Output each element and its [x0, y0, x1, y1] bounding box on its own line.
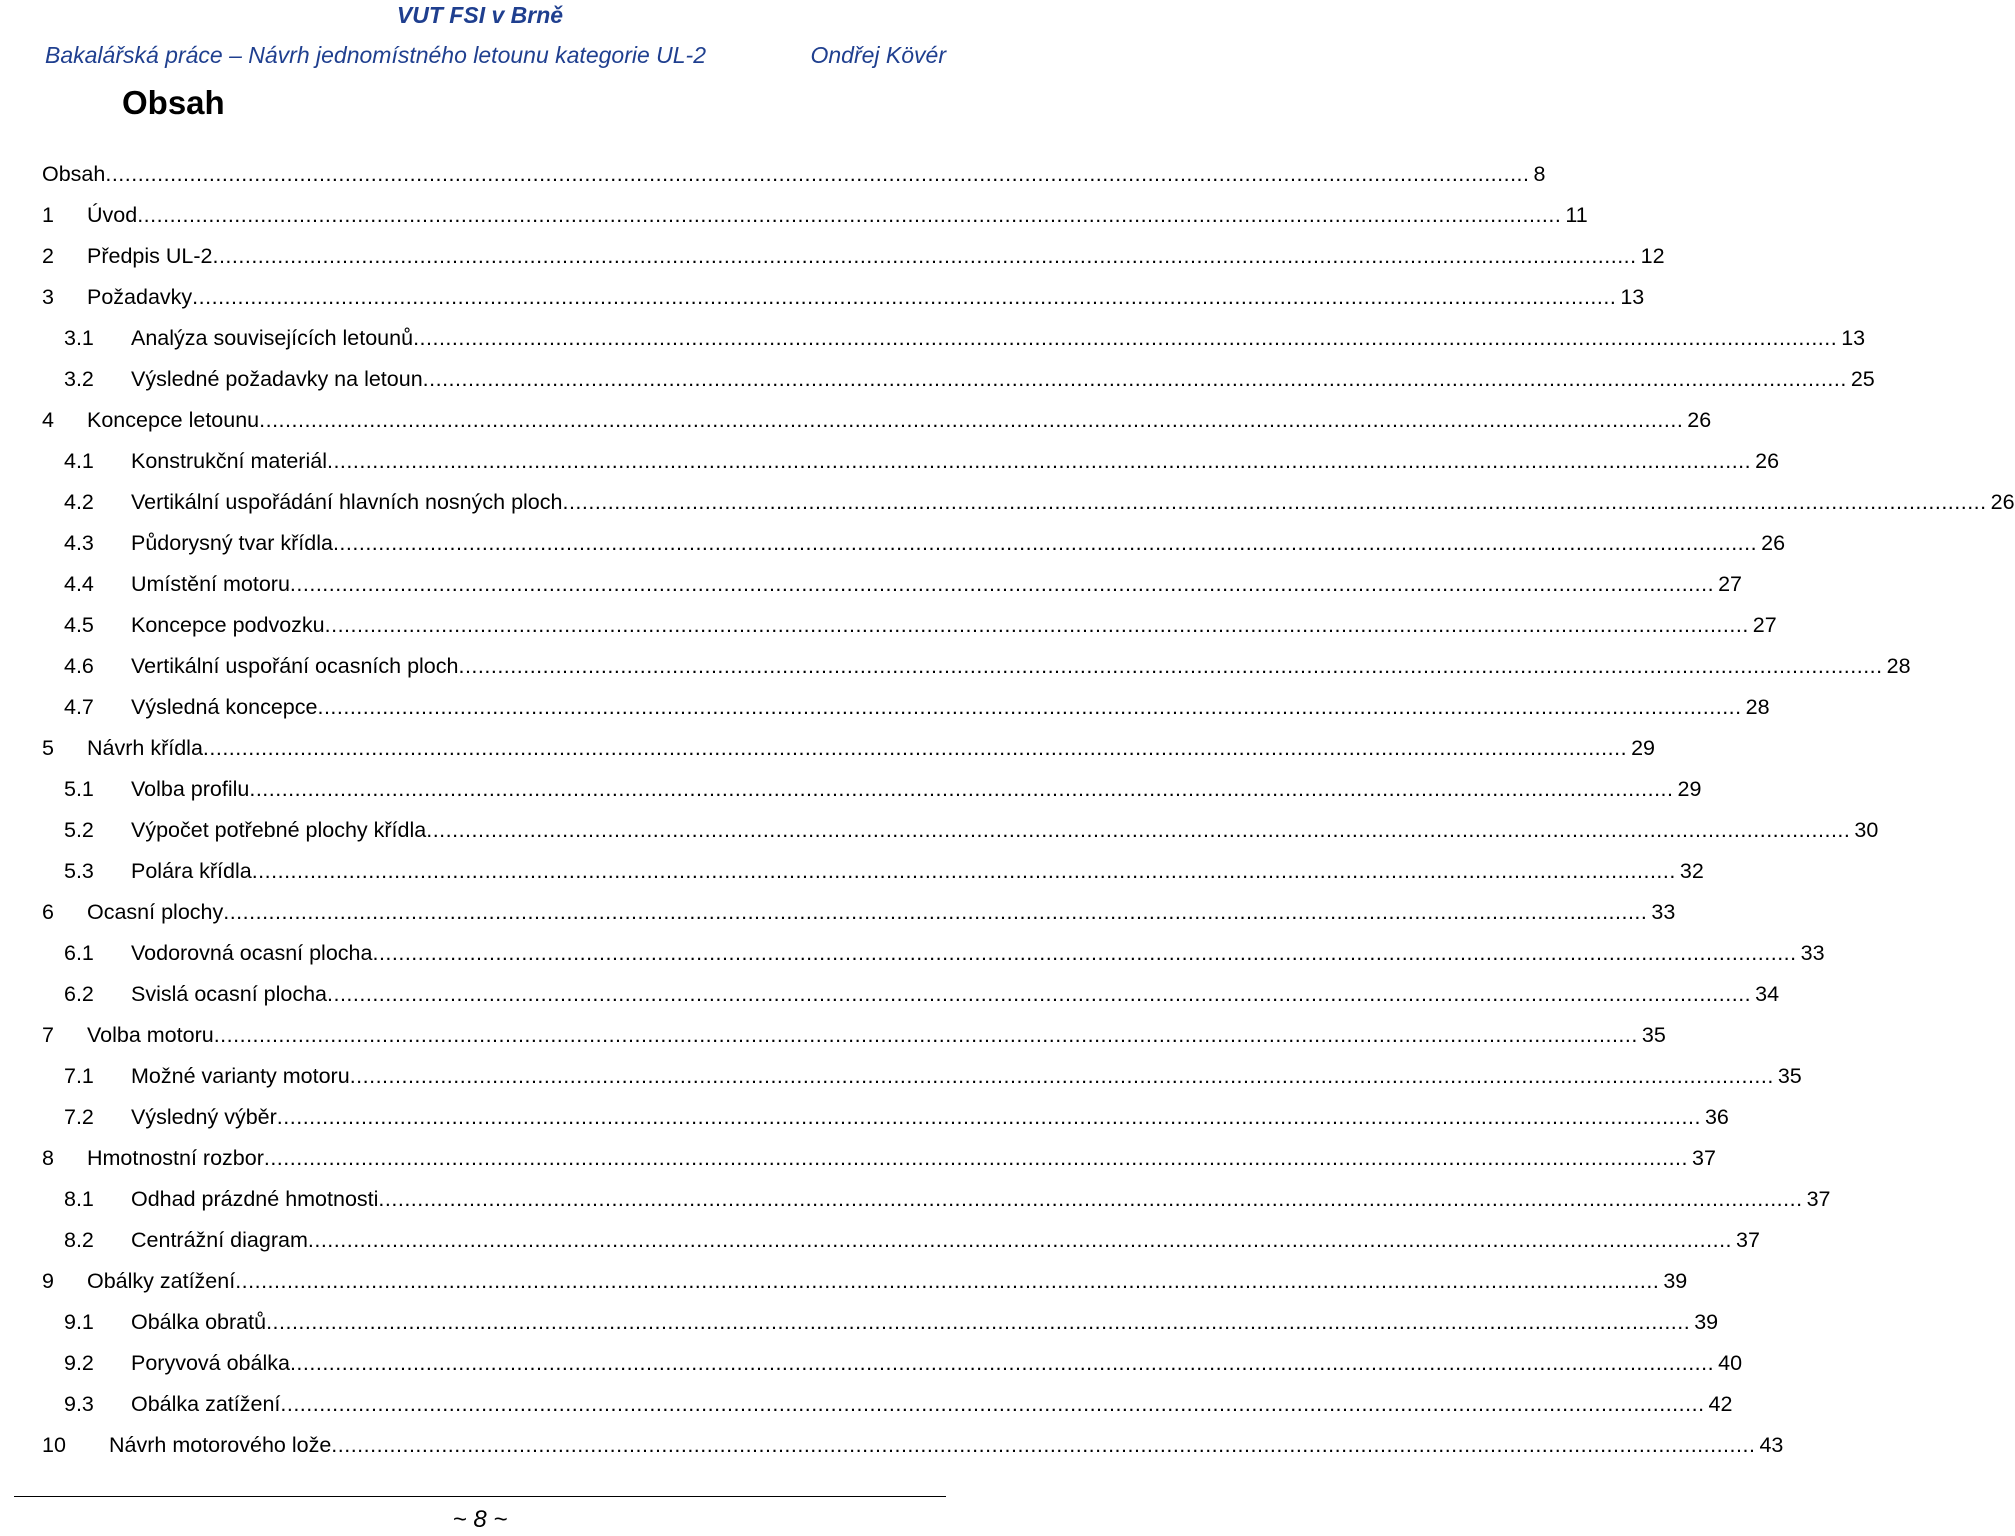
- toc-entry[interactable]: [0, 195, 1588, 236]
- toc-entry[interactable]: [0, 1138, 1716, 1179]
- toc-dot-leader: ............................................................................................................................................................................................................................: [251, 859, 1676, 883]
- toc-entry-page: 39: [1659, 1261, 1687, 1302]
- toc-entry-page: 32: [1676, 851, 1704, 892]
- toc-entry[interactable]: [0, 1015, 1666, 1056]
- toc-entry-number: 9: [42, 1269, 54, 1293]
- toc-entry-page: 29: [1627, 728, 1655, 769]
- toc-entry[interactable]: [0, 482, 2015, 523]
- toc-entry-title: Návrh křídla: [87, 728, 203, 769]
- toc-entry-page: 42: [1705, 1384, 1733, 1425]
- toc-dot-leader: ............................................................................................................................................................................................................................: [259, 408, 1684, 432]
- toc-dot-leader: ............................................................................................................................................................................................................................: [327, 982, 1752, 1006]
- toc-entry-number: 10: [42, 1433, 66, 1457]
- toc-entry-title: Obálka obratů: [131, 1302, 266, 1343]
- toc-dot-leader: ............................................................................................................................................................................................................................: [307, 1228, 1733, 1252]
- toc-dot-leader: ............................................................................................................................................................................................................................: [235, 1269, 1660, 1293]
- toc-entry[interactable]: [0, 646, 1911, 687]
- toc-entry-number: 3.2: [64, 367, 94, 391]
- toc-entry[interactable]: [0, 851, 1704, 892]
- toc-dot-leader: ............................................................................................................................................................................................................................: [458, 654, 1883, 678]
- toc-entry-title: Obálky zatížení: [87, 1261, 235, 1302]
- footer-page-number: ~ 8 ~: [452, 1506, 508, 1533]
- toc-entry-page: 26: [1683, 400, 1711, 441]
- toc-entry-page: 11: [1561, 195, 1587, 236]
- toc-dot-leader: ............................................................................................................................................................................................................................: [105, 162, 1530, 186]
- header-author: Ondřej Kövér: [810, 42, 946, 68]
- toc-entry-page: 12: [1637, 236, 1665, 277]
- toc-entry-title: Půdorysný tvar křídla: [131, 523, 333, 564]
- toc-dot-leader: ............................................................................................................................................................................................................................: [289, 1351, 1715, 1375]
- toc-entry-page: 33: [1647, 892, 1675, 933]
- toc-dot-leader: ............................................................................................................................................................................................................................: [280, 1392, 1705, 1416]
- toc-entry-page: 26: [1987, 482, 2015, 523]
- toc-entry-title: Výpočet potřebné plochy křídla: [131, 810, 426, 851]
- toc-entry-number: 6.1: [64, 941, 94, 965]
- toc-entry-number: 4.6: [64, 654, 94, 678]
- toc-entry-page: 29: [1674, 769, 1702, 810]
- toc-entry-number: 4: [42, 408, 54, 432]
- toc-entry[interactable]: [0, 154, 1546, 195]
- toc-entry-page: 28: [1883, 646, 1911, 687]
- toc-entry-number: 4.7: [64, 695, 94, 719]
- footer-divider: [14, 1496, 946, 1497]
- toc-entry[interactable]: [0, 933, 1825, 974]
- toc-entry-title: Obsah: [42, 154, 105, 195]
- toc-entry-number: 3: [42, 285, 54, 309]
- toc-dot-leader: ............................................................................................................................................................................................................................: [331, 1433, 1756, 1457]
- toc-dot-leader: ............................................................................................................................................................................................................................: [326, 449, 1752, 473]
- toc-entry-number: 9.3: [64, 1392, 94, 1416]
- toc-entry-number: 5.3: [64, 859, 94, 883]
- toc-entry-page: 35: [1774, 1056, 1802, 1097]
- toc-entry-number: 3.1: [64, 326, 94, 350]
- toc-dot-leader: ............................................................................................................................................................................................................................: [562, 490, 1987, 514]
- toc-entry-page: 35: [1638, 1015, 1666, 1056]
- toc-entry-number: 9.1: [64, 1310, 94, 1334]
- toc-entry-title: Umístění motoru: [131, 564, 290, 605]
- toc-entry-title: Poryvová obálka: [131, 1343, 290, 1384]
- toc-entry-title: Centrážní diagram: [131, 1220, 308, 1261]
- toc-entry[interactable]: [0, 1343, 1743, 1384]
- toc-entry-number: 7.2: [64, 1105, 94, 1129]
- toc-dot-leader: ............................................................................................................................................................................................................................: [212, 244, 1637, 268]
- toc-entry-page: 39: [1690, 1302, 1718, 1343]
- toc-dot-leader: ............................................................................................................................................................................................................................: [213, 1023, 1638, 1047]
- toc-entry-title: Předpis UL-2: [87, 236, 212, 277]
- toc-entry[interactable]: [0, 523, 1786, 564]
- toc-entry[interactable]: [0, 1384, 1733, 1425]
- toc-entry[interactable]: [0, 974, 1780, 1015]
- toc-entry[interactable]: [0, 1056, 1802, 1097]
- toc-entry-number: 8: [42, 1146, 54, 1170]
- toc-entry-page: 25: [1847, 359, 1875, 400]
- toc-entry-number: 7.1: [64, 1064, 94, 1088]
- toc-entry-title: Obálka zatížení: [131, 1384, 280, 1425]
- toc-dot-leader: ............................................................................................................................................................................................................................: [249, 777, 1674, 801]
- header-line: [45, 42, 946, 72]
- toc-entry-number: 6.2: [64, 982, 94, 1006]
- toc-entry-page: 28: [1742, 687, 1770, 728]
- toc-dot-leader: ............................................................................................................................................................................................................................: [276, 1105, 1701, 1129]
- toc-entry-number: 2: [42, 244, 54, 268]
- page-title: Obsah: [122, 84, 225, 121]
- toc-dot-leader: ............................................................................................................................................................................................................................: [324, 613, 1749, 637]
- toc-dot-leader: ............................................................................................................................................................................................................................: [413, 326, 1838, 350]
- toc-entry-number: 4.4: [64, 572, 94, 596]
- header-school: VUT FSI v Brně: [396, 2, 564, 28]
- toc-entry-title: Odhad prázdné hmotnosti: [131, 1179, 378, 1220]
- toc-dot-leader: ............................................................................................................................................................................................................................: [266, 1310, 1691, 1334]
- toc-entry-number: 4.5: [64, 613, 94, 637]
- toc-entry[interactable]: [0, 236, 1665, 277]
- toc-entry-title: Analýza souvisejících letounů: [131, 318, 413, 359]
- toc-entry[interactable]: [0, 769, 1702, 810]
- toc-entry[interactable]: [0, 1220, 1760, 1261]
- toc-entry-title: Volba profilu: [131, 769, 249, 810]
- toc-entry[interactable]: [0, 1261, 1688, 1302]
- toc-entry-page: 27: [1714, 564, 1742, 605]
- toc-dot-leader: ............................................................................................................................................................................................................................: [349, 1064, 1774, 1088]
- toc-entry-page: 26: [1757, 523, 1785, 564]
- toc-entry-page: 40: [1714, 1343, 1742, 1384]
- toc-entry-title: Volba motoru: [87, 1015, 214, 1056]
- toc-entry-title: Výsledné požadavky na letoun: [131, 359, 423, 400]
- toc-entry-title: Hmotnostní rozbor: [87, 1138, 264, 1179]
- toc-dot-leader: ............................................................................................................................................................................................................................: [263, 1146, 1689, 1170]
- toc-entry-page: 36: [1701, 1097, 1729, 1138]
- toc-entry[interactable]: [0, 318, 1866, 359]
- toc-dot-leader: ............................................................................................................................................................................................................................: [422, 367, 1847, 391]
- toc-entry[interactable]: [0, 728, 1655, 769]
- toc-dot-leader: ............................................................................................................................................................................................................................: [426, 818, 1851, 842]
- toc-entry-title: Požadavky: [87, 277, 192, 318]
- toc-entry[interactable]: [0, 359, 1875, 400]
- toc-entry[interactable]: [0, 1097, 1729, 1138]
- toc-dot-leader: ............................................................................................................................................................................................................................: [137, 203, 1562, 227]
- toc-entry-page: 37: [1732, 1220, 1760, 1261]
- toc-entry-title: Výsledná koncepce: [131, 687, 317, 728]
- toc-entry-number: 4.3: [64, 531, 94, 555]
- toc-entry[interactable]: [0, 564, 1742, 605]
- toc-entry-page: 26: [1751, 441, 1779, 482]
- toc-dot-leader: ............................................................................................................................................................................................................................: [192, 285, 1617, 309]
- toc-entry-title: Koncepce letounu: [87, 400, 259, 441]
- toc-entry-number: 5: [42, 736, 54, 760]
- toc-entry-title: Úvod: [87, 195, 137, 236]
- toc-entry[interactable]: [0, 1179, 1831, 1220]
- toc-entry-page: 13: [1837, 318, 1865, 359]
- toc-entry-number: 5.2: [64, 818, 94, 842]
- toc-entry[interactable]: [0, 277, 1645, 318]
- toc-entry-number: 7: [42, 1023, 54, 1047]
- toc-dot-leader: ............................................................................................................................................................................................................................: [317, 695, 1742, 719]
- toc-entry-page: 34: [1751, 974, 1779, 1015]
- toc-entry-page: 30: [1850, 810, 1878, 851]
- toc-entry-number: 9.2: [64, 1351, 94, 1375]
- toc-dot-leader: ............................................................................................................................................................................................................................: [223, 900, 1648, 924]
- toc-entry-page: 8: [1530, 154, 1546, 195]
- toc-entry-number: 5.1: [64, 777, 94, 801]
- toc-entry-title: Možné varianty motoru: [131, 1056, 350, 1097]
- toc-entry[interactable]: [0, 400, 1712, 441]
- toc-entry-page: 37: [1803, 1179, 1831, 1220]
- toc-entry[interactable]: [0, 810, 1879, 851]
- toc-entry-title: Vodorovná ocasní plocha: [131, 933, 372, 974]
- toc-entry-page: 43: [1755, 1425, 1783, 1466]
- toc-entry-number: 4.2: [64, 490, 94, 514]
- header-thesis-title: Bakalářská práce – Návrh jednomístného letounu kategorie UL-2: [45, 42, 706, 68]
- toc-entry-number: 8.1: [64, 1187, 94, 1211]
- toc-entry-title: Vertikální uspořádání hlavních nosných ploch: [131, 482, 562, 523]
- toc-entry-title: Ocasní plochy: [87, 892, 223, 933]
- toc-dot-leader: ............................................................................................................................................................................................................................: [372, 941, 1797, 965]
- toc-entry-page: 27: [1749, 605, 1777, 646]
- toc-entry-number: 6: [42, 900, 54, 924]
- toc-dot-leader: ............................................................................................................................................................................................................................: [202, 736, 1628, 760]
- toc-entry-page: 33: [1797, 933, 1825, 974]
- toc-entry[interactable]: [0, 441, 1780, 482]
- toc-entry[interactable]: [0, 1302, 1719, 1343]
- toc-dot-leader: ............................................................................................................................................................................................................................: [289, 572, 1715, 596]
- toc-entry-title: Výsledný výběr: [131, 1097, 277, 1138]
- toc-entry[interactable]: [0, 1425, 1784, 1466]
- toc-entry-title: Svislá ocasní plocha: [131, 974, 327, 1015]
- toc-dot-leader: ............................................................................................................................................................................................................................: [378, 1187, 1803, 1211]
- toc-entry-title: Konstrukční materiál: [131, 441, 327, 482]
- toc-entry-page: 37: [1688, 1138, 1716, 1179]
- toc-entry-page: 13: [1616, 277, 1644, 318]
- toc-entry[interactable]: [0, 892, 1676, 933]
- toc-entry-number: 8.2: [64, 1228, 94, 1252]
- toc-entry-title: Koncepce podvozku: [131, 605, 325, 646]
- toc-entry-title: Návrh motorového lože: [109, 1425, 331, 1466]
- toc-entry[interactable]: [0, 605, 1777, 646]
- toc-entry-title: Vertikální uspořání ocasních ploch: [131, 646, 458, 687]
- toc-entry-number: 4.1: [64, 449, 94, 473]
- toc-dot-leader: ............................................................................................................................................................................................................................: [332, 531, 1758, 555]
- toc-entry-number: 1: [42, 203, 54, 227]
- toc-entry-title: Polára křídla: [131, 851, 252, 892]
- toc-entry[interactable]: [0, 687, 1770, 728]
